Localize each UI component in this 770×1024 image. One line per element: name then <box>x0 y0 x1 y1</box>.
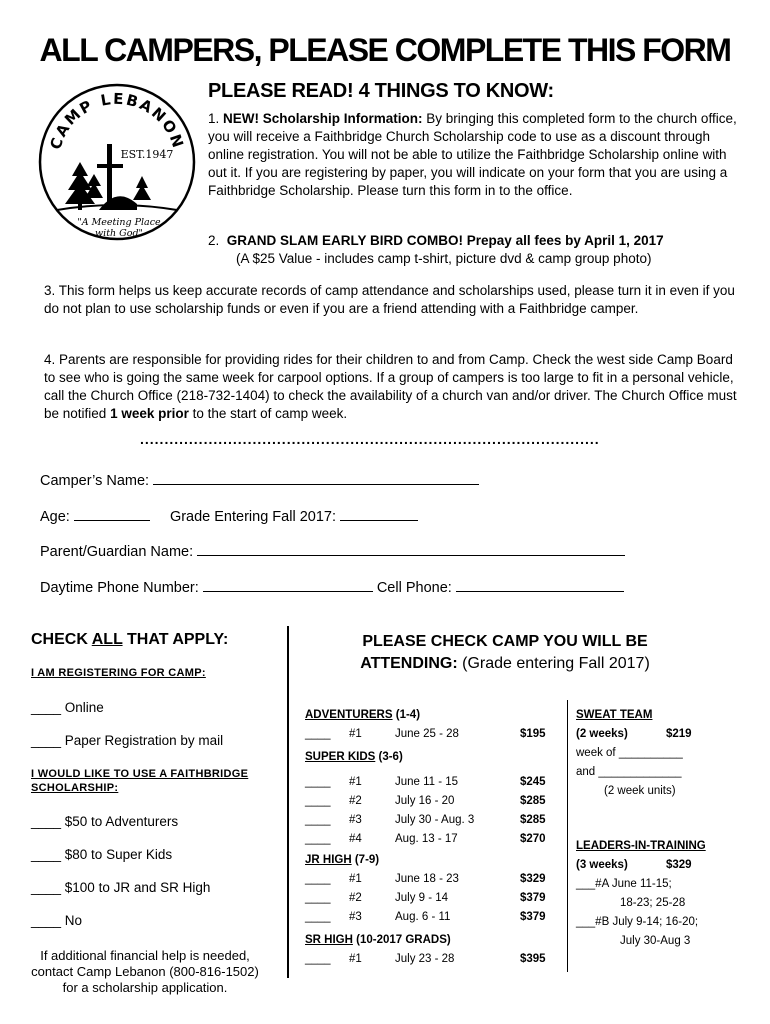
camp-row-price: $329 <box>520 873 546 885</box>
item-4-text: 4. Parents are responsible for providing rides for their children to and from Camp. Check the west side Camp Board to see who is going the same week for carpool options. If a group of campers is too large to fit in a personal vehicle, call the Church Office (218-732-1404) to check the availability of a church van and/or driver. The Church Office must be notified <box>44 352 737 421</box>
camp-row-blank[interactable]: ____ <box>305 911 331 923</box>
sweat-team-price: $219 <box>666 728 692 740</box>
camp-row-blank[interactable]: ____ <box>305 892 331 904</box>
item-1 <box>208 110 738 200</box>
financial-help-note <box>14 948 276 996</box>
scholarship-heading-line-1: I WOULD LIKE TO USE A FAITHBRIDGE <box>31 768 249 780</box>
camp-row-blank[interactable]: ____ <box>305 814 331 826</box>
item-4-bold: 1 week prior <box>110 406 189 421</box>
day-phone-label: Daytime Phone Number: <box>40 580 199 596</box>
lit-weeks: (3 weeks) <box>576 859 628 871</box>
camp-row-blank[interactable]: ____ <box>305 953 331 965</box>
grade-field[interactable] <box>340 508 418 521</box>
sweat-team-week-of[interactable]: week of __________ <box>576 747 683 759</box>
scholarship-heading <box>31 767 248 795</box>
registering-heading: I AM REGISTERING FOR CAMP: <box>31 667 206 679</box>
camp-row-num: #4 <box>349 833 362 845</box>
camp-row-dates: June 25 - 28 <box>395 728 459 740</box>
camp-heading-rest: (Grade entering Fall 2017) <box>457 655 650 672</box>
camp-row-price: $285 <box>520 814 546 826</box>
camp-row-price: $395 <box>520 953 546 965</box>
parent-row <box>40 543 625 560</box>
camp-super-kids-heading <box>305 748 560 767</box>
camp-row[interactable] <box>305 811 560 830</box>
logo-graphic <box>37 82 197 242</box>
column-divider <box>287 626 289 978</box>
parent-field[interactable] <box>197 543 625 556</box>
sweat-team-weeks: (2 weeks) <box>576 728 628 740</box>
item-1-body: By bringing this completed form to the church office, you will receive a Faithbridge Church Scholarship code to use as a discount through online registration. You will not be able to utilize the Faithbridge Scholarship online with out it. If you are registering by paper, you will indicate on your form that you are using a Faithbridge Scholarship. Please turn this form in to the office. <box>208 111 737 198</box>
camp-sr-high-name: SR HIGH <box>305 934 353 946</box>
camp-row-dates: July 16 - 20 <box>395 795 455 807</box>
camp-row-dates: July 30 - Aug. 3 <box>395 814 475 826</box>
item-2-number: 2. <box>208 233 220 248</box>
option-online[interactable]: ____ Online <box>31 700 104 715</box>
item-3: 3. This form helps us keep accurate records of camp attendance and scholarships used, please turn it in even if you do not plan to use scholarship funds or even if you are a friend attending with a Faithbridge camper. <box>44 283 735 316</box>
camp-row-dates: June 11 - 15 <box>395 776 459 788</box>
camp-row-price: $379 <box>520 911 546 923</box>
check-all-underlined: ALL <box>91 631 123 648</box>
camp-row-num: #2 <box>349 795 362 807</box>
things-to-know-heading: PLEASE READ! 4 THINGS TO KNOW: <box>208 80 554 102</box>
camp-row-num: #1 <box>349 728 362 740</box>
lit-option-a-dates: 18-23; 25-28 <box>620 897 686 909</box>
camp-row-price: $379 <box>520 892 546 904</box>
camp-jr-high-heading <box>305 851 560 870</box>
camp-row-price: $245 <box>520 776 546 788</box>
option-super-kids[interactable]: ____ $80 to Super Kids <box>31 847 173 862</box>
lit-price: $329 <box>666 859 692 871</box>
camp-row[interactable] <box>305 792 560 811</box>
logo-tagline-2: with God" <box>95 228 143 239</box>
logo-est: EST.1947 <box>120 148 174 161</box>
dotted-separator: .............................................................................................. <box>140 431 600 447</box>
camp-jr-high-grades: (7-9) <box>351 854 380 866</box>
camper-name-field[interactable] <box>153 472 479 485</box>
camp-heading <box>300 631 710 675</box>
camp-row[interactable] <box>305 908 560 927</box>
camp-row[interactable] <box>305 950 560 969</box>
camp-row[interactable] <box>305 725 560 744</box>
option-paper[interactable]: ____ Paper Registration by mail <box>31 733 224 748</box>
camp-row-price: $285 <box>520 795 546 807</box>
camper-name-label: Camper’s Name: <box>40 473 150 489</box>
age-row <box>40 508 418 525</box>
camp-adventurers-grades: (1-4) <box>392 709 421 721</box>
camp-row-price: $195 <box>520 728 546 740</box>
item-1-lead: NEW! Scholarship Information: <box>223 111 423 126</box>
financial-help-line-2: contact Camp Lebanon (800-816-1502) <box>31 964 259 979</box>
lit-option-b-dates: July 30-Aug 3 <box>620 935 691 947</box>
age-field[interactable] <box>74 508 150 521</box>
special-programs <box>576 706 756 951</box>
logo-arc-text: CAMP LEBANON <box>46 89 188 152</box>
camp-row-dates: July 23 - 28 <box>395 953 455 965</box>
camp-adventurers-heading <box>305 706 560 725</box>
sweat-team-and[interactable]: and _____________ <box>576 766 682 778</box>
camp-row-num: #2 <box>349 892 362 904</box>
phone-row <box>40 579 624 596</box>
camp-row[interactable] <box>305 773 560 792</box>
financial-help-line-1: If additional financial help is needed, <box>40 948 250 963</box>
sweat-team-units: (2 week units) <box>604 785 676 797</box>
scholarship-heading-line-2: SCHOLARSHIP: <box>31 782 119 794</box>
camp-row-dates: Aug. 13 - 17 <box>395 833 458 845</box>
camp-row-num: #3 <box>349 814 362 826</box>
lit-option-b[interactable]: ___#B July 9-14; 16-20; <box>576 916 699 928</box>
item-4-post: to the start of camp week. <box>188 406 348 421</box>
camp-divider <box>567 700 568 972</box>
option-no[interactable]: ____ No <box>31 913 83 928</box>
camp-sr-high-heading <box>305 931 560 950</box>
camp-row-dates: June 18 - 23 <box>395 873 459 885</box>
camp-row-dates: Aug. 6 - 11 <box>395 911 451 923</box>
camp-row-num: #1 <box>349 953 362 965</box>
age-label: Age: <box>40 509 70 525</box>
lit-name: LEADERS-IN-TRAINING <box>576 840 706 852</box>
camp-row-blank[interactable]: ____ <box>305 795 331 807</box>
financial-help-line-3: for a scholarship application. <box>62 980 228 995</box>
camp-lebanon-logo <box>37 82 197 242</box>
lit-option-a[interactable]: ___#A June 11-15; <box>576 878 672 890</box>
check-all-heading <box>31 631 228 649</box>
camp-jr-high-name: JR HIGH <box>305 854 352 866</box>
camp-row-blank[interactable]: ____ <box>305 728 331 740</box>
sweat-team-meta <box>576 725 756 744</box>
parent-label: Parent/Guardian Name: <box>40 544 194 560</box>
check-all-pre: CHECK <box>31 631 92 648</box>
grade-label: Grade Entering Fall 2017: <box>169 509 336 525</box>
option-jr-sr-high[interactable]: ____ $100 to JR and SR High <box>31 880 211 895</box>
cell-phone-field[interactable] <box>456 579 624 592</box>
camp-row-blank[interactable]: ____ <box>305 776 331 788</box>
camp-row-dates: July 9 - 14 <box>395 892 449 904</box>
camp-row[interactable] <box>305 830 560 849</box>
camp-row-num: #1 <box>349 776 362 788</box>
item-2-lead: GRAND SLAM EARLY BIRD COMBO! Prepay all fees by April 1, 2017 <box>226 233 664 248</box>
cell-phone-label: Cell Phone: <box>376 580 452 596</box>
item-1-number: 1. <box>208 111 220 126</box>
camper-name-row <box>40 472 479 489</box>
sweat-team-name: SWEAT TEAM <box>576 709 653 721</box>
camp-super-kids-grades: (3-6) <box>375 751 403 763</box>
day-phone-field[interactable] <box>203 579 373 592</box>
camp-list <box>305 706 560 969</box>
check-all-post: THAT APPLY: <box>122 631 229 648</box>
form-title: ALL CAMPERS, PLEASE COMPLETE THIS FORM <box>39 32 731 68</box>
lit-meta <box>576 856 756 875</box>
camp-adventurers-name: ADVENTURERS <box>305 709 393 721</box>
camp-row[interactable] <box>305 889 560 908</box>
camp-super-kids-name: SUPER KIDS <box>305 751 376 763</box>
item-4 <box>44 351 744 423</box>
camp-row-blank[interactable]: ____ <box>305 873 331 885</box>
camp-row-num: #3 <box>349 911 362 923</box>
camp-row-num: #1 <box>349 873 362 885</box>
item-2-sub: (A $25 Value - includes camp t-shirt, picture dvd & camp group photo) <box>236 251 652 266</box>
camp-row-blank[interactable]: ____ <box>305 833 331 845</box>
camp-sr-high-grades: (10-2017 GRADS) <box>352 934 451 946</box>
camp-heading-line-1: PLEASE CHECK CAMP YOU WILL BE <box>362 633 648 650</box>
logo-tagline-1: "A Meeting Place <box>77 217 161 228</box>
item-2 <box>208 232 748 268</box>
camp-row-price: $270 <box>520 833 546 845</box>
option-adventurers[interactable]: ____ $50 to Adventurers <box>31 814 179 829</box>
camp-row[interactable] <box>305 870 560 889</box>
camp-heading-bold: ATTENDING: <box>360 655 458 672</box>
